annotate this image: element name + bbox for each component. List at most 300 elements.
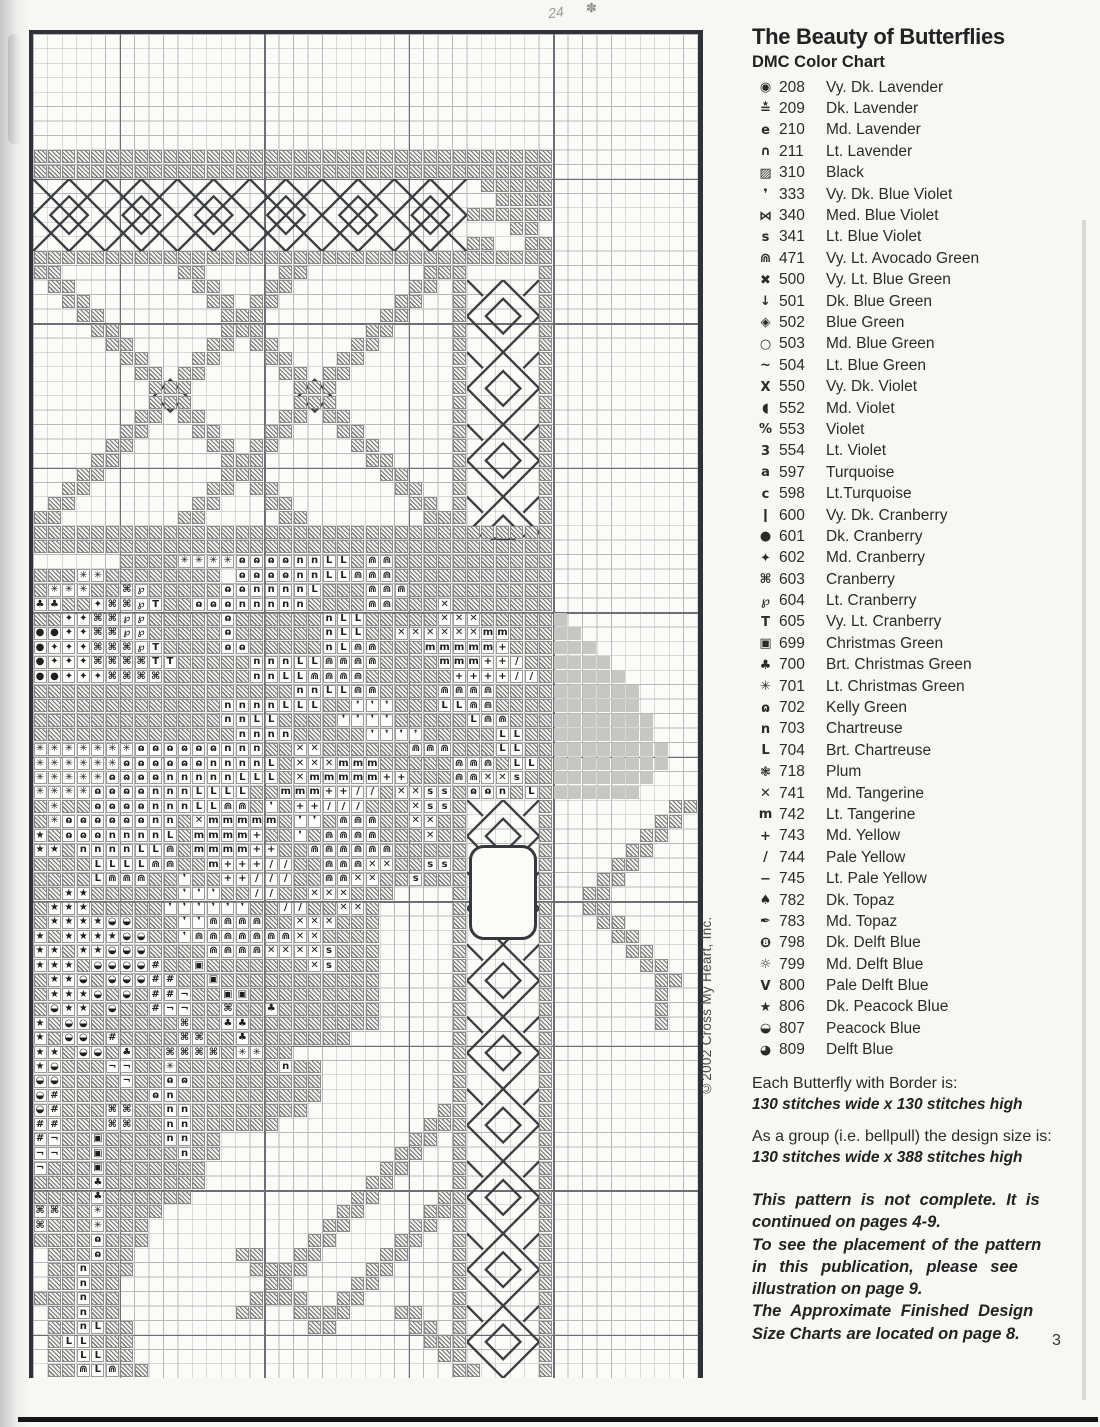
stitch-cell [409, 540, 422, 553]
stitch-cell [308, 714, 321, 727]
stitch-cell [207, 540, 220, 553]
symbol-cell: n [250, 598, 263, 611]
stitch-cell [149, 1032, 162, 1045]
stitch-cell [597, 873, 610, 886]
stitch-cell [106, 1205, 119, 1218]
stitch-cell [221, 439, 234, 452]
legend-row [752, 697, 1094, 718]
silhouette-cell [626, 699, 639, 712]
color-chart-list [752, 77, 1094, 1061]
symbol-cell: ⌘ [179, 1032, 190, 1044]
stitch-cell [539, 1234, 552, 1247]
stitch-cell [351, 1205, 364, 1218]
stitch-cell [294, 858, 307, 871]
stitch-cell [48, 728, 61, 741]
silhouette-cell [626, 771, 639, 784]
stitch-cell [539, 208, 552, 221]
stitch-cell [221, 540, 234, 553]
symbol-cell: ⋒ [337, 858, 350, 871]
stitch-cell [612, 930, 625, 943]
symbol-cell: m [208, 815, 219, 827]
stitch-cell [178, 627, 191, 640]
stitch-cell [149, 367, 162, 380]
stitch-cell [48, 685, 61, 698]
silhouette-cell [554, 685, 567, 698]
symbol-cell: L [351, 613, 364, 626]
stitch-cell [366, 930, 379, 943]
stitch-cell [265, 627, 278, 640]
symbol-cell: n [207, 771, 220, 784]
stitch-cell [655, 959, 668, 972]
symbol-cell: s [424, 786, 437, 799]
stitch-cell [351, 251, 364, 264]
stitch-cell [135, 569, 148, 582]
stitch-cell [438, 526, 451, 539]
stitch-cell [323, 699, 336, 712]
stitch-cell [481, 584, 494, 597]
stitch-cell [265, 1017, 278, 1030]
stitch-cell [106, 1321, 119, 1334]
stitch-cell [294, 887, 307, 900]
stitch-cell [106, 1133, 119, 1146]
stitch-cell [510, 786, 523, 799]
stitch-cell [279, 959, 292, 972]
stitch-cell [409, 685, 422, 698]
stitch-cell [221, 309, 234, 322]
stitch-cell [77, 165, 90, 178]
symbol-cell: ▣ [194, 959, 204, 971]
silhouette-cell [626, 714, 639, 727]
symbol-cell: ✕ [308, 930, 321, 943]
symbol-cell: m [208, 844, 219, 856]
stitch-cell [438, 584, 451, 597]
stitch-cell [120, 540, 133, 553]
stitch-cell [207, 685, 220, 698]
symbol-cell: ✦ [77, 627, 90, 640]
stitch-cell [395, 526, 408, 539]
symbol-cell: ★ [91, 930, 104, 943]
stitch-cell [424, 613, 437, 626]
stitch-cell [236, 1075, 249, 1088]
symbol-cell: ⋒ [221, 800, 234, 813]
symbol-cell: ✕ [409, 786, 422, 799]
stitch-cell [294, 367, 307, 380]
stitch-cell [539, 627, 552, 640]
stitch-cell [192, 1089, 205, 1102]
stitch-cell [149, 410, 162, 423]
symbol-cell: n [250, 584, 263, 597]
symbol-cell: ⋒ [467, 757, 480, 770]
stitch-cell [351, 728, 364, 741]
stitch-symbol-icon: ✳ [760, 679, 771, 695]
stitch-cell [135, 1162, 148, 1175]
stitch-cell [453, 714, 466, 727]
stitch-cell [294, 251, 307, 264]
footer-line: To see the placement of the pattern [752, 1235, 1042, 1254]
stitch-cell [525, 656, 538, 669]
color-name: Lt. Violet [826, 442, 887, 460]
stitch-cell [192, 1118, 205, 1131]
stitch-cell [91, 468, 104, 481]
dmc-code: 340 [779, 207, 805, 225]
symbol-cell: ✳ [48, 743, 61, 756]
symbol-cell: n [279, 1060, 292, 1073]
symbol-cell: L [308, 699, 321, 712]
stitch-cell [539, 656, 552, 669]
symbol-cell: n [77, 1292, 90, 1305]
silhouette-cell [568, 757, 581, 770]
stitch-cell [178, 1162, 191, 1175]
stitch-cell [453, 1349, 466, 1362]
symbol-cell: ★ [34, 829, 47, 842]
symbol-cell: n [221, 757, 234, 770]
stitch-cell [640, 959, 653, 972]
stitch-cell [337, 410, 350, 423]
stitch-cell [135, 425, 148, 438]
symbol-cell: / [351, 786, 364, 799]
stitch-cell [438, 815, 451, 828]
symbol-cell: ✕ [337, 902, 350, 915]
symbol-cell: ⋒ [438, 743, 451, 756]
stitch-cell [453, 873, 466, 886]
stitch-cell [366, 1191, 379, 1204]
symbol-cell: ✕ [308, 743, 321, 756]
stitch-cell [279, 887, 292, 900]
symbol-cell: m [193, 829, 205, 841]
stitch-cell [135, 887, 148, 900]
stitch-cell [48, 497, 61, 510]
stitch-cell [192, 1133, 205, 1146]
symbol-cell: ɷ [178, 757, 191, 770]
stitch-cell [207, 439, 220, 452]
symbol-cell: ⌘ [93, 627, 103, 639]
stitch-cell [539, 873, 552, 886]
stitch-cell [496, 613, 509, 626]
color-name: Christmas Green [826, 634, 944, 652]
stitch-cell [120, 150, 133, 163]
symbol-cell: ⋒ [467, 685, 480, 698]
stitch-cell [481, 613, 494, 626]
stitch-cell [453, 526, 466, 539]
stitch-cell [48, 165, 61, 178]
stitch-cell [539, 959, 552, 972]
symbol-cell: # [164, 988, 177, 1001]
stitch-cell [192, 699, 205, 712]
stitch-cell [62, 165, 75, 178]
silhouette-cell [626, 786, 639, 799]
silhouette-cell [597, 728, 610, 741]
symbol-cell: + [250, 858, 263, 871]
symbol-cell: ◒ [77, 1032, 90, 1045]
symbol-cell: n [164, 1104, 177, 1117]
stitch-cell [34, 685, 47, 698]
symbol-cell: s [438, 786, 451, 799]
stitch-cell [207, 1104, 220, 1117]
symbol-cell: ★ [34, 1060, 47, 1073]
stitch-symbol-icon: L [761, 743, 770, 759]
footer-line: continued on pages 4-9. [752, 1213, 941, 1232]
symbol-cell: ¬ [48, 1133, 61, 1146]
stitch-cell [323, 1234, 336, 1247]
silhouette-cell [583, 714, 596, 727]
symbol-cell: ⋒ [207, 930, 220, 943]
symbol-cell: ⋒ [221, 930, 234, 943]
stitch-cell [62, 1277, 75, 1290]
stitch-cell [77, 150, 90, 163]
symbol-cell: ✕ [323, 757, 336, 770]
symbol-cell: ✕ [265, 945, 278, 958]
stitch-cell [539, 1306, 552, 1319]
symbol-cell: ɷ [135, 771, 148, 784]
stitch-cell [453, 1075, 466, 1088]
stitch-cell [91, 1032, 104, 1045]
stitch-cell [178, 670, 191, 683]
stitch-cell [438, 251, 451, 264]
stitch-cell [395, 670, 408, 683]
color-name: Dk. Peacock Blue [826, 998, 949, 1016]
stitch-cell [380, 757, 393, 770]
stitch-cell [48, 1234, 61, 1247]
stitch-cell [539, 800, 552, 813]
stitch-cell [510, 193, 523, 206]
symbol-cell: ★ [91, 945, 104, 958]
symbol-cell: ɷ [192, 743, 205, 756]
stitch-cell [366, 1263, 379, 1276]
stitch-cell [294, 396, 307, 409]
stitch-cell [337, 367, 350, 380]
stitch-cell [265, 641, 278, 654]
stitch-cell [236, 1089, 249, 1102]
stitch-cell [424, 844, 437, 857]
stitch-cell [294, 526, 307, 539]
stitch-cell [453, 959, 466, 972]
dmc-code: 782 [779, 891, 805, 909]
symbol-cell: n [496, 786, 509, 799]
symbol-cell: n [207, 757, 220, 770]
legend-subtitle: DMC Color Chart [752, 53, 885, 71]
symbol-cell: ⋒ [380, 569, 393, 582]
stitch-cell [62, 1089, 75, 1102]
stitch-cell [525, 165, 538, 178]
stitch-cell [91, 902, 104, 915]
symbol-cell: / [279, 902, 292, 915]
stitch-cell [250, 454, 263, 467]
stitch-cell [539, 482, 552, 495]
silhouette-cell [583, 771, 596, 784]
silhouette-cell [554, 728, 567, 741]
stitch-cell [62, 280, 75, 293]
symbol-cell: ✦ [48, 641, 61, 654]
symbol-cell: ⋒ [496, 714, 509, 727]
stitch-cell [539, 352, 552, 365]
symbol-cell: L [496, 743, 509, 756]
stitch-cell [453, 540, 466, 553]
symbol-cell: ◒ [34, 1075, 47, 1088]
symbol-cell: m [251, 815, 262, 827]
symbol-cell: n [178, 1147, 191, 1160]
symbol-cell: L [120, 858, 133, 871]
stitch-cell [106, 728, 119, 741]
symbol-cell: ɷ [164, 743, 177, 756]
stitch-cell [481, 555, 494, 568]
symbol-cell: ¬ [34, 1147, 47, 1160]
symbol-cell: L [149, 844, 162, 857]
stitch-cell [424, 771, 437, 784]
symbol-cell: ★ [62, 959, 75, 972]
stitch-cell [337, 150, 350, 163]
stitch-cell [192, 670, 205, 683]
stitch-cell [192, 1104, 205, 1117]
symbol-cell: s [323, 945, 336, 958]
stitch-symbol-icon: ℘ [760, 593, 771, 609]
symbol-cell: n [221, 771, 234, 784]
symbol-cell: n [164, 786, 177, 799]
stitch-cell [279, 280, 292, 293]
stitch-cell [207, 613, 220, 626]
stitch-cell [178, 598, 191, 611]
symbol-cell: ɷ [250, 569, 263, 582]
stitch-cell [279, 641, 292, 654]
symbol-cell: ⋒ [279, 930, 292, 943]
stitch-cell [135, 1118, 148, 1131]
stitch-symbol-icon: − [760, 871, 771, 887]
stitch-cell [149, 916, 162, 929]
stitch-cell [395, 873, 408, 886]
stitch-cell [77, 1191, 90, 1204]
dmc-code: 783 [779, 912, 805, 930]
symbol-cell: ¬ [34, 1162, 47, 1175]
stitch-symbol-icon: ◖ [762, 401, 769, 417]
symbol-cell: ✕ [395, 786, 408, 799]
stitch-cell [221, 150, 234, 163]
stitch-cell [366, 150, 379, 163]
stitch-cell [48, 150, 61, 163]
stitch-cell [192, 945, 205, 958]
symbol-cell: L [91, 1321, 104, 1334]
stitch-cell [640, 844, 653, 857]
stitch-cell [467, 526, 480, 539]
stitch-cell [453, 497, 466, 510]
stitch-cell [236, 150, 249, 163]
stitch-cell [438, 670, 451, 683]
stitch-cell [438, 771, 451, 784]
stitch-cell [539, 728, 552, 741]
legend-row [752, 441, 1094, 462]
symbol-cell: n [106, 844, 119, 857]
stitch-cell [438, 165, 451, 178]
stitch-cell [62, 482, 75, 495]
dmc-code: 799 [779, 955, 805, 973]
stitch-cell [149, 902, 162, 915]
stitch-cell [77, 1104, 90, 1117]
stitch-cell [178, 584, 191, 597]
symbol-cell: ★ [77, 945, 90, 958]
stitch-cell [178, 613, 191, 626]
stitch-cell [467, 743, 480, 756]
stitch-cell [135, 540, 148, 553]
stitch-cell [192, 873, 205, 886]
symbol-cell: ɷ [236, 584, 249, 597]
stitch-cell [62, 150, 75, 163]
symbol-cell: n [178, 1104, 191, 1117]
stitch-cell [221, 685, 234, 698]
symbol-cell: ⌘ [35, 1219, 45, 1231]
stitch-cell [207, 497, 220, 510]
stitch-cell [149, 728, 162, 741]
stitch-cell [221, 1089, 234, 1102]
dmc-code: 702 [779, 699, 805, 717]
symbol-cell: n [279, 584, 292, 597]
legend-row [752, 719, 1094, 740]
symbol-cell: ★ [62, 887, 75, 900]
symbol-cell: ● [48, 627, 61, 640]
color-name: Md. Yellow [826, 827, 901, 845]
stitch-cell [265, 425, 278, 438]
stitch-cell [308, 829, 321, 842]
symbol-cell: / [323, 800, 336, 813]
stitch-cell [48, 1176, 61, 1189]
stitch-cell [323, 410, 336, 423]
symbol-cell: ⋒ [481, 685, 494, 698]
stitch-cell [337, 598, 350, 611]
stitch-cell [236, 1306, 249, 1319]
stitch-cell [539, 916, 552, 929]
stitch-cell [308, 540, 321, 553]
stitch-cell [34, 1176, 47, 1189]
symbol-cell: ◒ [135, 930, 148, 943]
stitch-cell [164, 641, 177, 654]
stitch-cell [48, 1263, 61, 1276]
legend-row [752, 120, 1094, 141]
stitch-cell [164, 381, 177, 394]
stitch-cell [279, 1104, 292, 1117]
symbol-cell: L [221, 786, 234, 799]
color-name: Md. Blue Green [826, 335, 935, 353]
stitch-cell [265, 1032, 278, 1045]
symbol-cell: ✕ [453, 627, 466, 640]
symbol-cell: ❜ [366, 699, 379, 712]
stitch-cell [380, 815, 393, 828]
symbol-cell: n [221, 714, 234, 727]
silhouette-cell [583, 786, 596, 799]
stitch-cell [337, 699, 350, 712]
stitch-cell [77, 699, 90, 712]
stitch-cell [178, 381, 191, 394]
stitch-cell [265, 338, 278, 351]
stitch-cell [308, 1321, 321, 1334]
stitch-cell [77, 1234, 90, 1247]
dmc-code: 701 [779, 677, 805, 695]
stitch-cell [510, 714, 523, 727]
stitch-cell [409, 1234, 422, 1247]
stitch-cell [250, 468, 263, 481]
symbol-cell: ɷ [265, 555, 278, 568]
stitch-cell [250, 974, 263, 987]
stitch-cell [279, 714, 292, 727]
symbol-cell: ⌘ [107, 613, 117, 625]
stitch-cell [351, 959, 364, 972]
stitch-symbol-icon: n [760, 721, 771, 737]
symbol-cell: + [221, 858, 234, 871]
symbol-cell: ⌘ [208, 1046, 219, 1058]
symbol-cell: ⋒ [351, 829, 364, 842]
footer-notes [752, 1189, 1094, 1345]
stitch-cell [481, 728, 494, 741]
stitch-cell [308, 1032, 321, 1045]
symbol-cell: ◒ [77, 1017, 90, 1030]
note-label: As a group (i.e. bellpull) the design size is: [752, 1127, 1052, 1145]
stitch-cell [453, 1191, 466, 1204]
